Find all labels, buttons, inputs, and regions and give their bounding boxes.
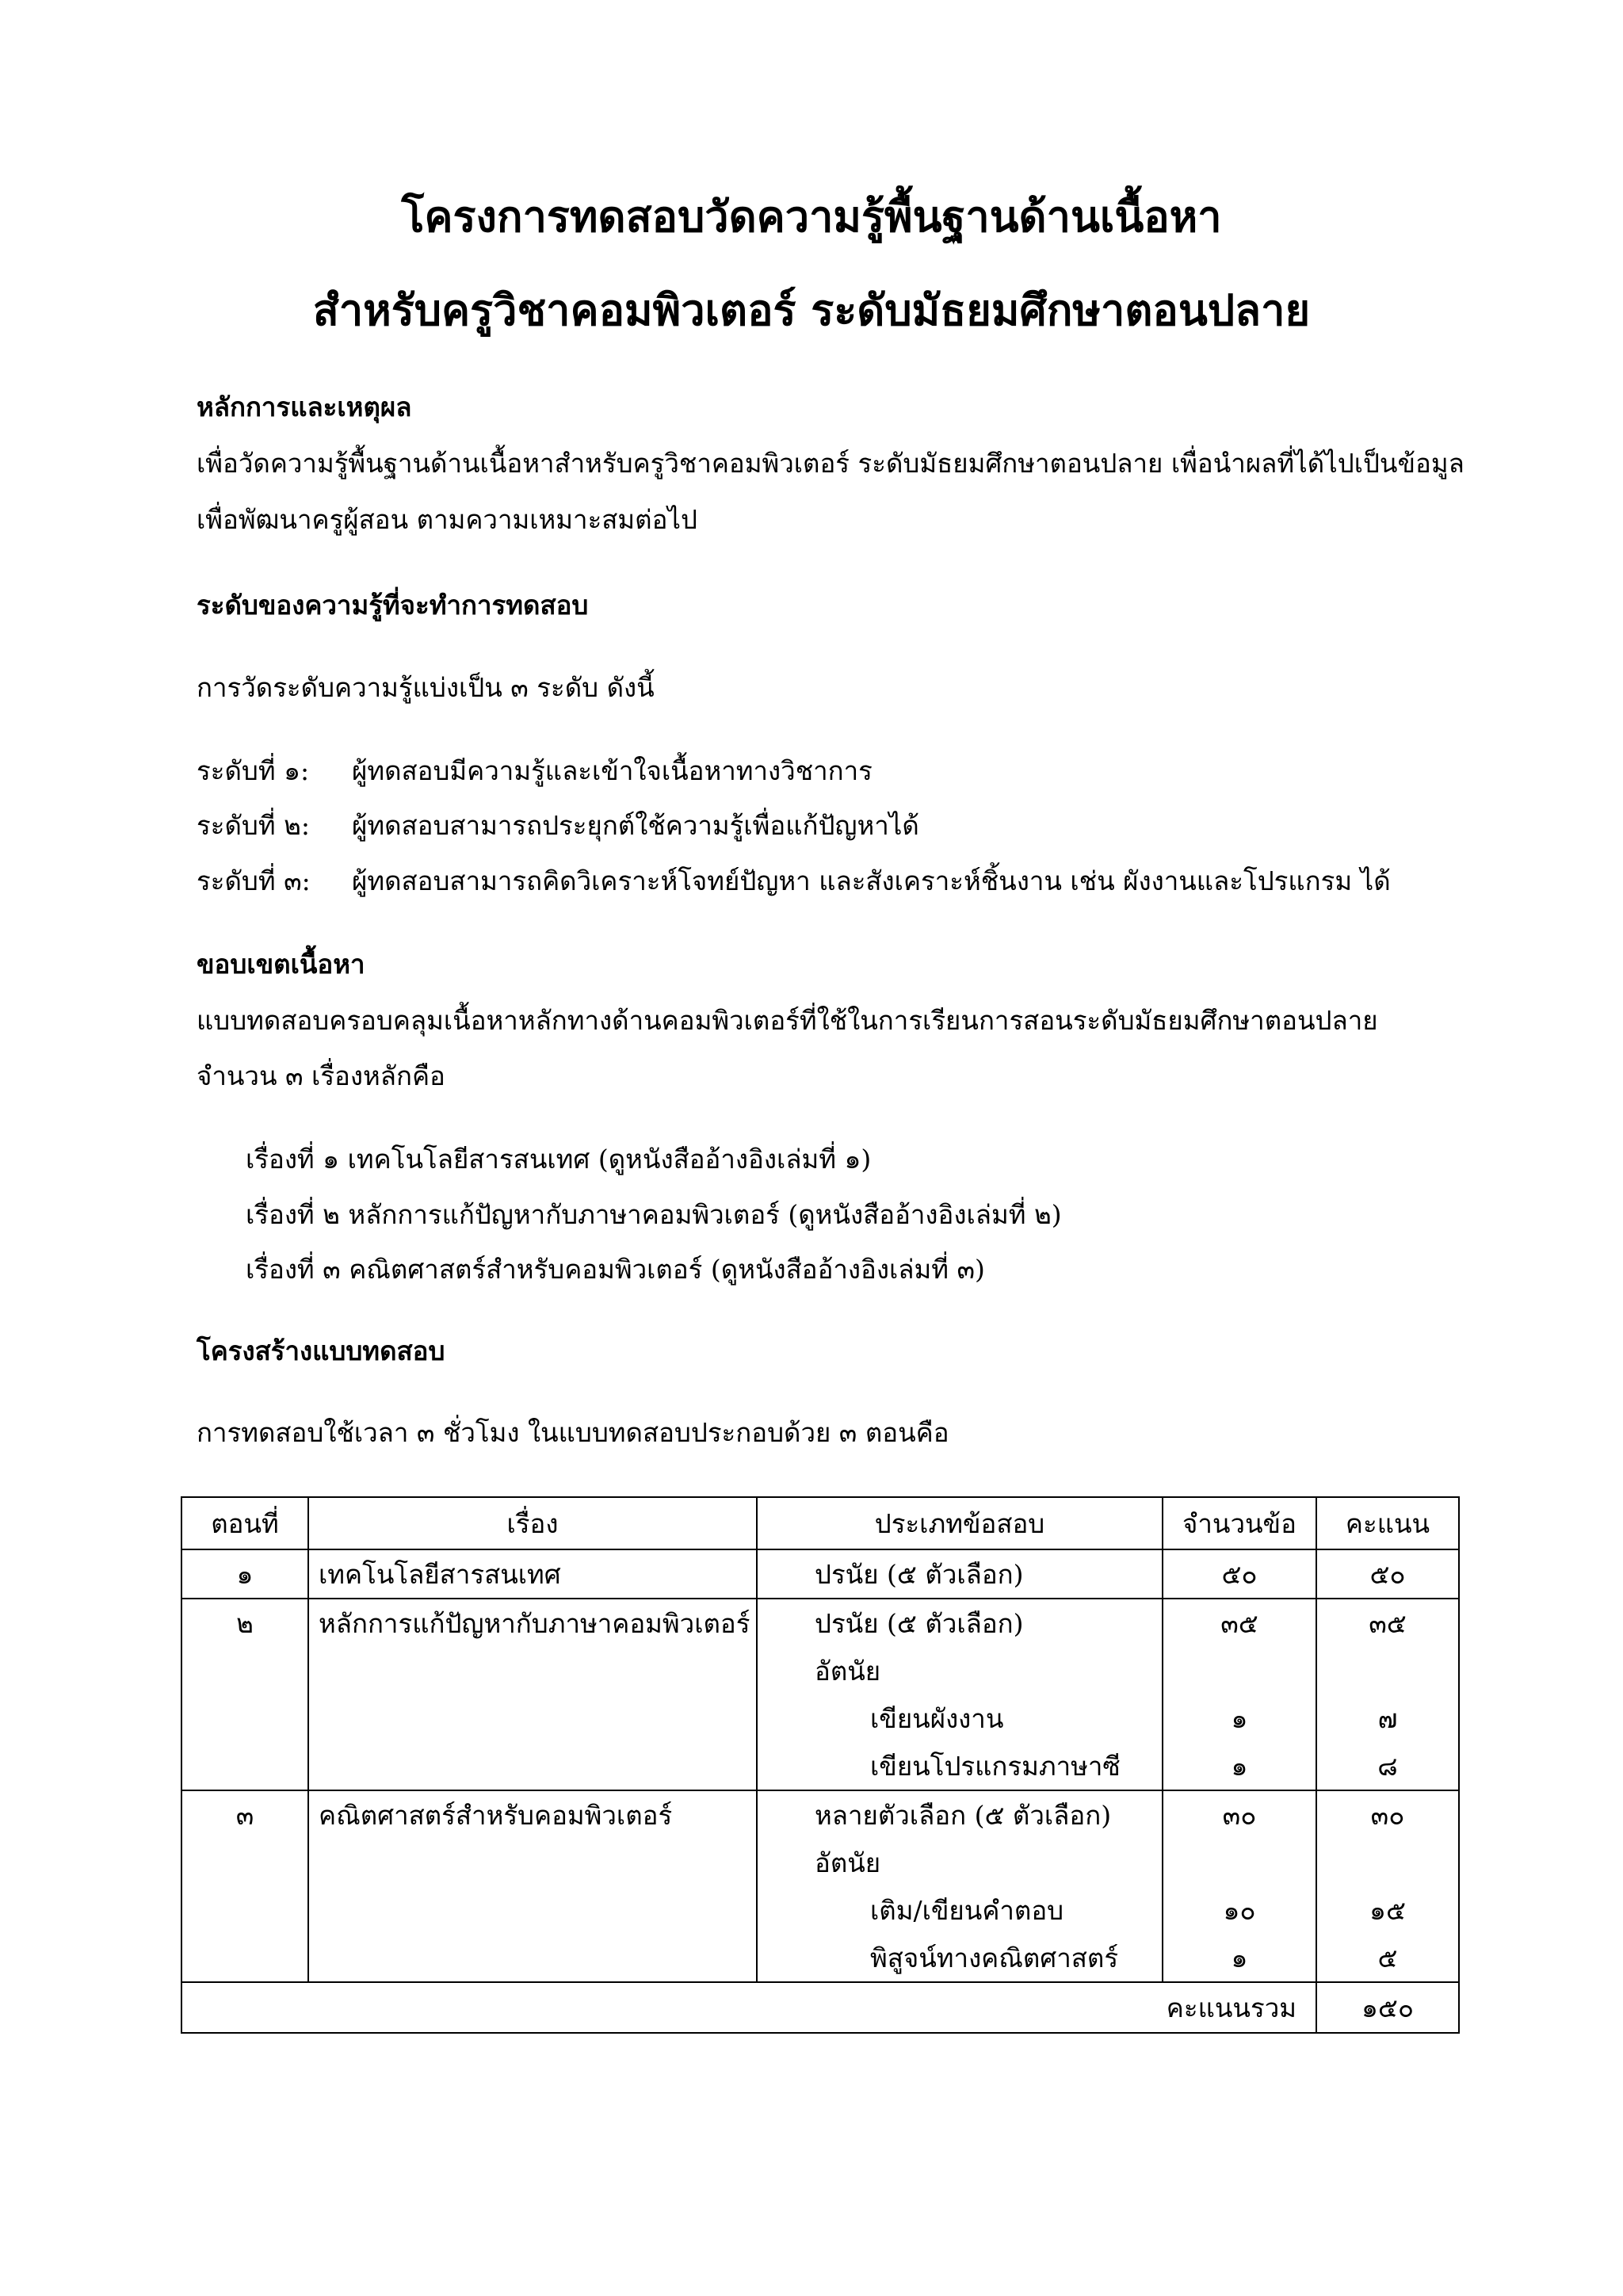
table-row [181,1886,1459,1934]
structure-heading: โครงสร้างแบบทดสอบ [197,1335,445,1366]
table-row [181,1647,1459,1694]
cell-type: พิสูจน์ทางคณิตศาสตร์ [757,1934,1163,1982]
cell-part: ๑ [181,1549,308,1599]
cell-count: ๑๐ [1163,1886,1316,1934]
cell-score: ๕๐ [1316,1549,1459,1599]
scope-text-line2: จำนวน ๓ เรื่องหลักคือ [197,1060,445,1091]
cell-topic: เทคโนโลยีสารสนเทศ [308,1549,757,1599]
cell-topic [308,1742,757,1790]
cell-type: ปรนัย (๕ ตัวเลือก) [757,1549,1163,1599]
header-count: จำนวนข้อ [1163,1497,1316,1549]
cell-count [1163,1647,1316,1694]
cell-type: เติม/เขียนคำตอบ [757,1886,1163,1934]
scope-heading: ขอบเขตเนื้อหา [197,949,365,980]
table-row [181,1934,1459,1982]
cell-count [1163,1839,1316,1886]
cell-type: อัตนัย [757,1839,1163,1886]
cell-type: เขียนผังงาน [757,1694,1163,1742]
cell-count: ๓๐ [1163,1790,1316,1839]
cell-topic [308,1839,757,1886]
table-row [181,1694,1459,1742]
cell-score: ๑๕ [1316,1886,1459,1934]
level-2-label: ระดับที่ ๒: [197,810,310,841]
cell-part [181,1886,308,1934]
document-title-line1: โครงการทดสอบวัดความรู้พื้นฐานด้านเนื้อหา [401,191,1222,242]
structure-intro: การทดสอบใช้เวลา ๓ ชั่วโมง ในแบบทดสอบประกอบด้วย ๓ ตอนคือ [197,1417,949,1448]
cell-type: อัตนัย [757,1647,1163,1694]
levels-heading: ระดับของความรู้ที่จะทำการทดสอบ [197,590,589,621]
total-value: ๑๕๐ [1316,1982,1459,2033]
cell-part [181,1839,308,1886]
cell-part [181,1934,308,1982]
cell-score [1316,1839,1459,1886]
cell-count: ๑ [1163,1742,1316,1790]
rationale-text-line1: เพื่อวัดความรู้พื้นฐานด้านเนื้อหาสำหรับครูวิชาคอมพิวเตอร์ ระดับมัธยมศึกษาตอนปลาย เพื่อนำผลที่ได้ไปเป็นข้อมูล [197,448,1465,479]
cell-topic [308,1694,757,1742]
table-row [181,1599,1459,1647]
cell-count: ๑ [1163,1934,1316,1982]
table-row [181,1839,1459,1886]
header-type: ประเภทข้อสอบ [757,1497,1163,1549]
cell-count: ๑ [1163,1694,1316,1742]
levels-intro: การวัดระดับความรู้แบ่งเป็น ๓ ระดับ ดังนี้ [197,672,655,703]
cell-count: ๓๕ [1163,1599,1316,1647]
rationale-heading: หลักการและเหตุผล [197,392,412,422]
scope-topic-3: เรื่องที่ ๓ คณิตศาสตร์สำหรับคอมพิวเตอร์ (ดูหนังสืออ้างอิงเล่มที่ ๓) [246,1254,985,1285]
level-3-label: ระดับที่ ๓: [197,865,311,896]
scope-topic-2: เรื่องที่ ๒ หลักการแก้ปัญหากับภาษาคอมพิวเตอร์ (ดูหนังสืออ้างอิงเล่มที่ ๒) [246,1199,1062,1230]
header-score: คะแนน [1316,1497,1459,1549]
exam-structure-table [181,1496,1460,2034]
rationale-text-line2: เพื่อพัฒนาครูผู้สอน ตามความเหมาะสมต่อไป [197,504,697,535]
cell-topic: หลักการแก้ปัญหากับภาษาคอมพิวเตอร์ [308,1599,757,1647]
scope-topic-1: เรื่องที่ ๑ เทคโนโลยีสารสนเทศ (ดูหนังสืออ้างอิงเล่มที่ ๑) [246,1144,872,1175]
level-1-label: ระดับที่ ๑: [197,755,310,786]
cell-part: ๓ [181,1790,308,1839]
cell-part [181,1647,308,1694]
cell-count: ๕๐ [1163,1549,1316,1599]
level-3-desc: ผู้ทดสอบสามารถคิดวิเคราะห์โจทย์ปัญหา และสังเคราะห์ชิ้นงาน เช่น ผังงานและโปรแกรม ได้ [352,865,1391,896]
table-total-row [181,1982,1459,2033]
cell-score: ๕ [1316,1934,1459,1982]
table-row [181,1790,1459,1839]
cell-topic [308,1934,757,1982]
table-row [181,1742,1459,1790]
level-1-desc: ผู้ทดสอบมีความรู้และเข้าใจเนื้อหาทางวิชาการ [352,755,873,786]
cell-topic: คณิตศาสตร์สำหรับคอมพิวเตอร์ [308,1790,757,1839]
table-header-row [181,1497,1459,1549]
cell-score: ๗ [1316,1694,1459,1742]
cell-part [181,1694,308,1742]
header-part: ตอนที่ [181,1497,308,1549]
cell-part: ๒ [181,1599,308,1647]
cell-score: ๘ [1316,1742,1459,1790]
cell-score [1316,1647,1459,1694]
total-label: คะแนนรวม [181,1982,1316,2033]
cell-topic [308,1647,757,1694]
cell-part [181,1742,308,1790]
cell-score: ๓๐ [1316,1790,1459,1839]
cell-type: ปรนัย (๕ ตัวเลือก) [757,1599,1163,1647]
cell-type: เขียนโปรแกรมภาษาซี [757,1742,1163,1790]
document-title-line2: สำหรับครูวิชาคอมพิวเตอร์ ระดับมัธยมศึกษาตอนปลาย [312,285,1311,335]
table-row [181,1549,1459,1599]
scope-text-line1: แบบทดสอบครอบคลุมเนื้อหาหลักทางด้านคอมพิวเตอร์ที่ใช้ในการเรียนการสอนระดับมัธยมศึกษาตอนปลาย [197,1005,1378,1036]
header-topic: เรื่อง [308,1497,757,1549]
cell-topic [308,1886,757,1934]
cell-score: ๓๕ [1316,1599,1459,1647]
cell-type: หลายตัวเลือก (๕ ตัวเลือก) [757,1790,1163,1839]
level-2-desc: ผู้ทดสอบสามารถประยุกต์ใช้ความรู้เพื่อแก้ปัญหาได้ [352,810,919,841]
